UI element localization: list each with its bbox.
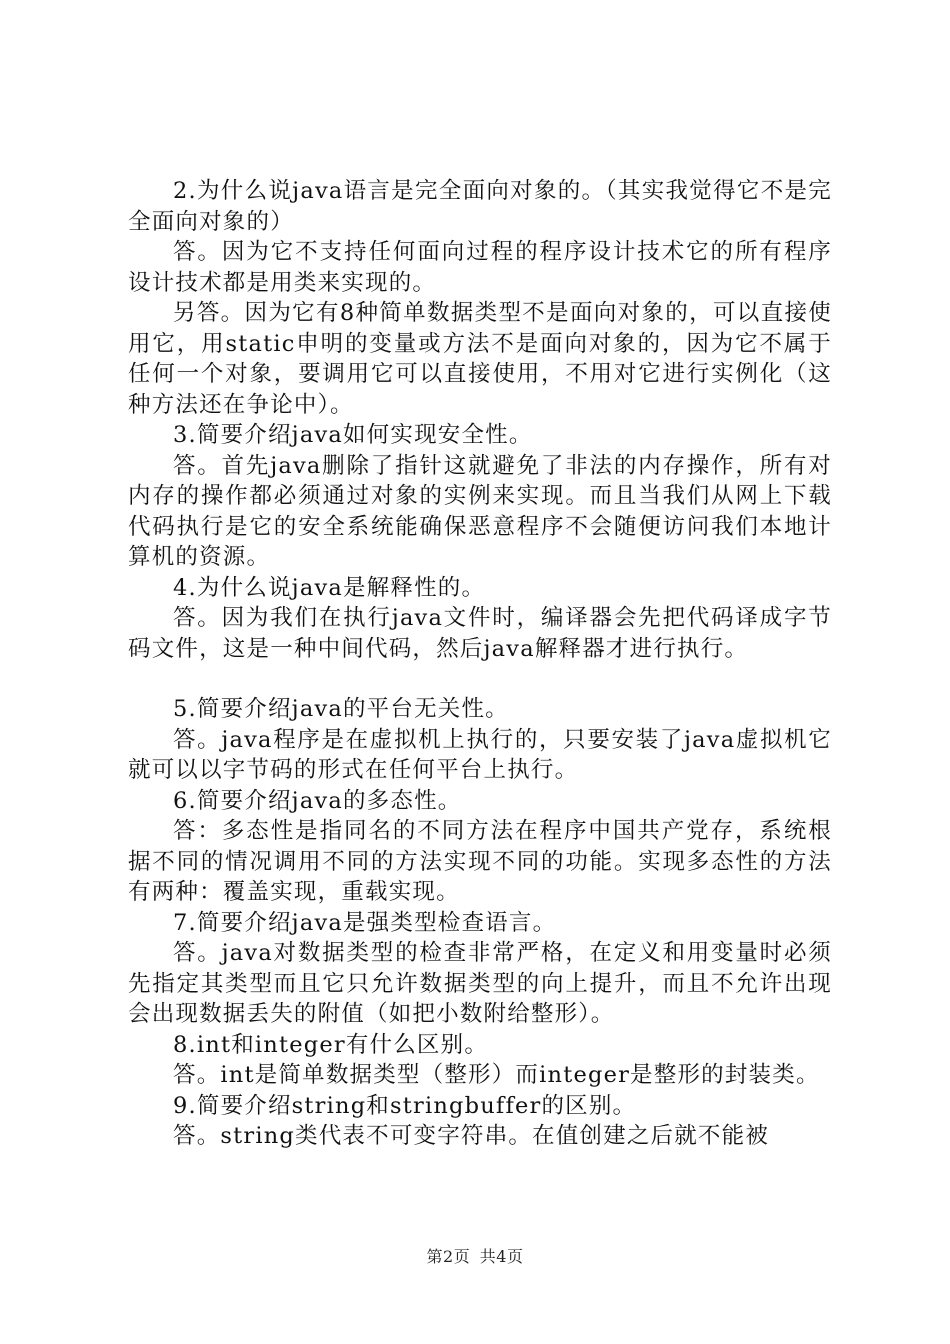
answer-6: 答：多态性是指同名的不同方法在程序中国共产党存，系统根据不同的情况调用不同的方法实现不同的功能。实现多态性的方法有两种：覆盖实现，重载实现。	[128, 818, 832, 905]
page-footer	[0, 1244, 950, 1267]
page-number: 第2页	[426, 1247, 471, 1266]
page-total: 共4页	[479, 1247, 524, 1266]
answer-9: 答。string类代表不可变字符串。在值创建之后就不能被	[173, 1123, 770, 1149]
document-body	[128, 176, 832, 1152]
answer-4: 答。因为我们在执行java文件时，编译器会先把代码译成字节码文件，这是一种中间代码，然后java解释器才进行执行。	[128, 605, 832, 662]
question-3: 3.简要介绍java如何实现安全性。	[173, 422, 533, 448]
question-2: 2.为什么说java语言是完全面向对象的。（其实我觉得它不是完全面向对象的）	[128, 178, 832, 235]
question-5: 5.简要介绍java的平台无关性。	[173, 696, 509, 722]
answer-5: 答。java程序是在虚拟机上执行的，只要安装了java虚拟机它就可以以字节码的形式在任何平台上执行。	[128, 726, 832, 783]
answer-3: 答。首先java删除了指针这就避免了非法的内存操作，所有对内存的操作都必须通过对象的实例来实现。而且当我们从网上下载代码执行是它的安全系统能确保恶意程序不会随便访问我们本地计算机的资源。	[128, 452, 832, 570]
answer-2: 答。因为它不支持任何面向过程的程序设计技术它的所有程序设计技术都是用类来实现的。	[128, 239, 832, 296]
question-6: 6.简要介绍java的多态性。	[173, 787, 462, 814]
question-7: 7.简要介绍java是强类型检查语言。	[173, 909, 557, 936]
question-4: 4.为什么说java是解释性的。	[173, 574, 486, 601]
question-8: 8.int和integer有什么区别。	[173, 1031, 489, 1058]
answer-7: 答。java对数据类型的检查非常严格，在定义和用变量时必须先指定其类型而且它只允许数据类型的向上提升，而且不允许出现会出现数据丢失的附值（如把小数附给整形）。	[128, 940, 832, 1027]
question-9: 9.简要介绍string和stringbuffer的区别。	[173, 1092, 637, 1119]
answer-2-alt: 另答。因为它有8种简单数据类型不是面向对象的，可以直接使用它，用static申明的变量或方法不是面向对象的，因为它不属于任何一个对象，要调用它可以直接使用，不用对它进行实例化（这种方法还在争论中）。	[128, 300, 832, 418]
answer-8: 答。int是简单数据类型（整形）而integer是整形的封装类。	[173, 1062, 820, 1088]
